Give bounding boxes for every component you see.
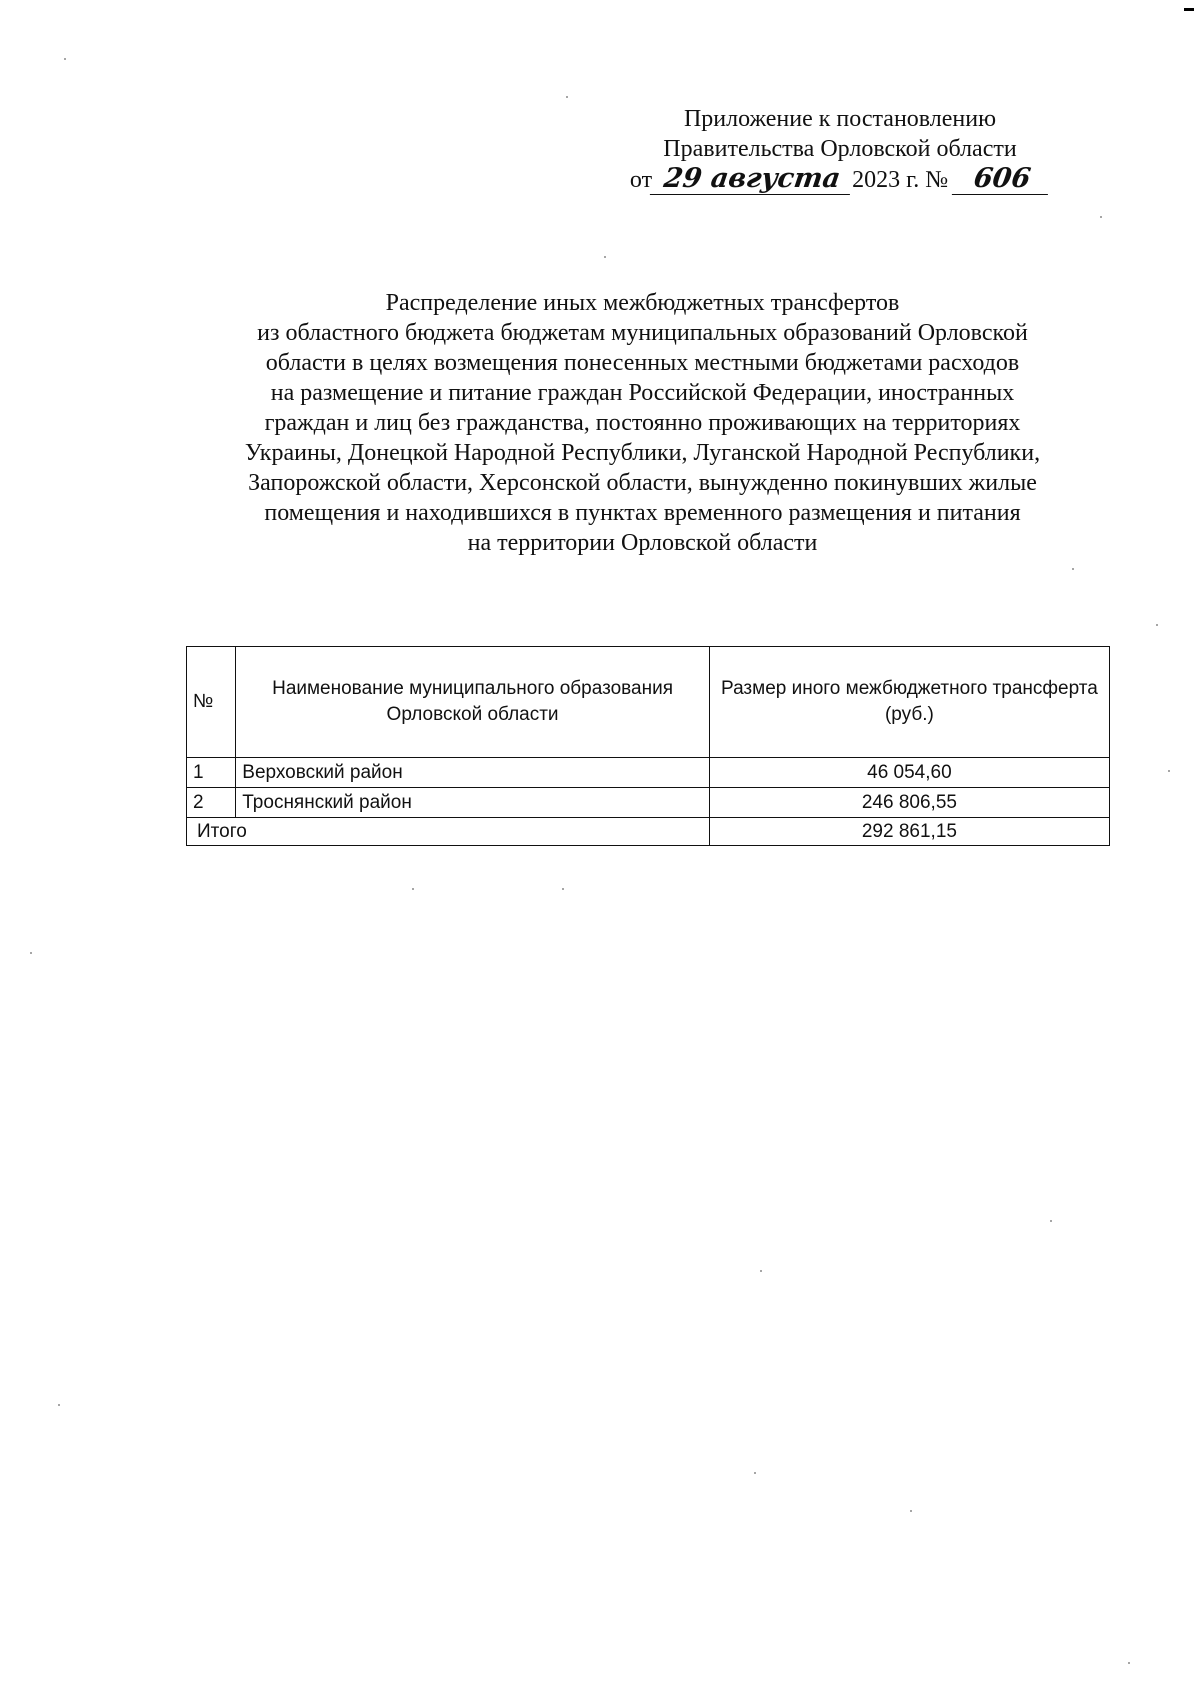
row-amount: 46 054,60: [709, 758, 1109, 788]
total-amount: 292 861,15: [709, 818, 1109, 846]
header-amount: Размер иного межбюджетного трансферта (руб.): [709, 647, 1109, 758]
total-label: Итого: [187, 818, 710, 846]
row-amount: 246 806,55: [709, 788, 1109, 818]
scan-speck: [1128, 1662, 1130, 1664]
scan-speck: [1168, 770, 1170, 772]
year-number-label: 2023 г. №: [852, 167, 949, 193]
table-total-row: [187, 818, 1110, 846]
scan-speck: [1156, 624, 1158, 626]
row-municipality: Троснянский район: [236, 788, 710, 818]
title-line: области в целях возмещения понесенных местными бюджетами расходов: [265, 350, 1020, 376]
title-line: Украины, Донецкой Народной Республики, Луганской Народной Республики,: [244, 440, 1041, 466]
scan-speck: [566, 96, 568, 98]
transfers-table: [186, 646, 1110, 846]
appendix-date-line: [630, 164, 1050, 195]
appendix-header: [600, 104, 1080, 195]
title-line: граждан и лиц без гражданства, постоянно проживающих на территориях: [264, 410, 1021, 436]
scan-speck: [1072, 568, 1074, 570]
table-row: [187, 788, 1110, 818]
title-line: помещения и находившихся в пунктах временного размещения и питания: [264, 500, 1021, 526]
table-row: [187, 758, 1110, 788]
row-number: 2: [187, 788, 236, 818]
scan-speck: [1100, 216, 1102, 218]
title-line: Распределение иных межбюджетных трансфертов: [385, 290, 900, 316]
scan-speck: [58, 1404, 60, 1406]
scan-speck: [910, 1510, 912, 1512]
title-line: на территории Орловской области: [467, 530, 818, 556]
header-number: №: [187, 647, 236, 758]
scan-speck: [562, 888, 564, 890]
row-number: 1: [187, 758, 236, 788]
appendix-line-2: Правительства Орловской области: [663, 136, 1017, 162]
handwritten-number: 606: [952, 164, 1052, 195]
scan-corner-mark: [1184, 8, 1194, 11]
scan-speck: [604, 256, 606, 258]
title-line: Запорожской области, Херсонской области, вынужденно покинувших жилые: [248, 470, 1037, 496]
scan-speck: [30, 952, 32, 954]
scan-speck: [1050, 1220, 1052, 1222]
title-line: из областного бюджета бюджетам муниципальных образований Орловской: [257, 320, 1028, 346]
table-header-row: [187, 647, 1110, 758]
handwritten-date: 29 августа: [650, 164, 854, 195]
scan-speck: [412, 888, 414, 890]
scan-speck: [64, 58, 66, 60]
appendix-line-1: Приложение к постановлению: [683, 106, 997, 132]
document-title: [150, 288, 1135, 558]
scan-speck: [754, 1472, 756, 1474]
scan-speck: [760, 1270, 762, 1272]
date-prefix: от: [629, 167, 653, 193]
title-line: на размещение и питание граждан Российской Федерации, иностранных: [270, 380, 1015, 406]
header-municipality: Наименование муниципального образования Орловской области: [236, 647, 710, 758]
row-municipality: Верховский район: [236, 758, 710, 788]
